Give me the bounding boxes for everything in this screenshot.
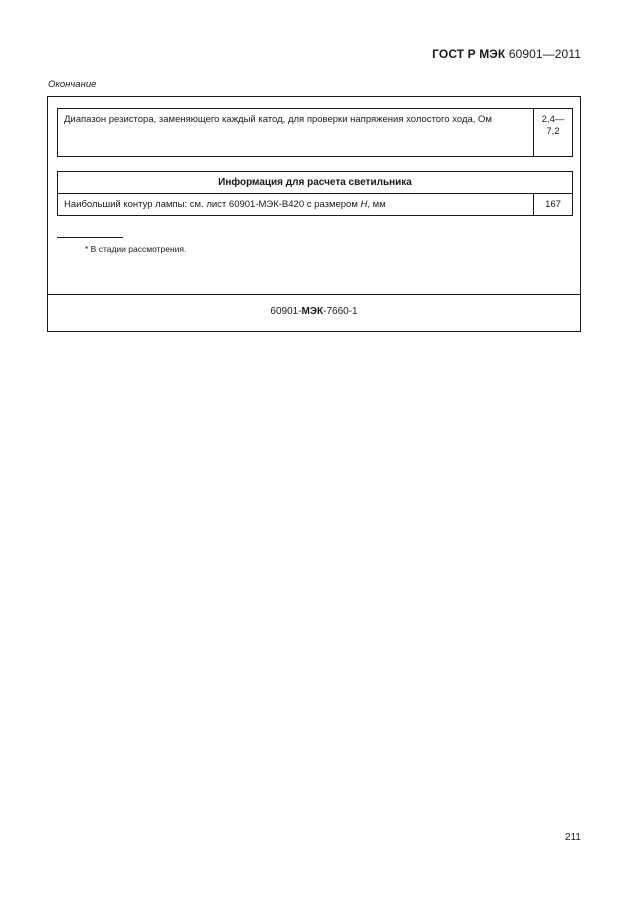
dimension-unit: , мм [367, 198, 386, 210]
frame-divider [48, 294, 580, 295]
lamp-outline-description [58, 194, 534, 216]
standard-number: 60901—2011 [508, 47, 581, 61]
table-row [58, 194, 573, 216]
table-row [58, 172, 573, 194]
sheet-code-suffix: -7660-1 [323, 306, 358, 317]
luminaire-info-title: Информация для расчета светильника [58, 172, 573, 194]
luminaire-info-table [57, 171, 573, 216]
continuation-label: Окончание [48, 79, 97, 90]
resistor-description: Диапазон резистора, заменяющего каждый катод, для проверки напряжения холостого хода, Ом [58, 109, 534, 157]
footnote-separator [57, 237, 123, 238]
sheet-code-prefix: 60901- [270, 306, 302, 317]
lamp-outline-value: 167 [534, 194, 573, 216]
standard-prefix: ГОСТ Р МЭК [432, 47, 506, 61]
document-header [432, 47, 581, 61]
resistor-value-line2: 7,2 [546, 126, 560, 137]
dimension-variable: H [360, 198, 368, 210]
table-row [58, 109, 573, 157]
sheet-frame [47, 96, 581, 332]
sheet-code-middle: МЭК [301, 306, 324, 317]
resistor-value [534, 109, 573, 157]
resistor-table [57, 108, 573, 157]
resistor-value-line1: 2,4— [541, 114, 565, 125]
lamp-outline-text: Наибольший контур лампы: см. лист 60901-МЭК-В420 с размером [64, 198, 361, 210]
sheet-code [48, 306, 580, 317]
page-number: 211 [565, 832, 581, 843]
footnote: * В стадии рассмотрения. [85, 244, 187, 254]
